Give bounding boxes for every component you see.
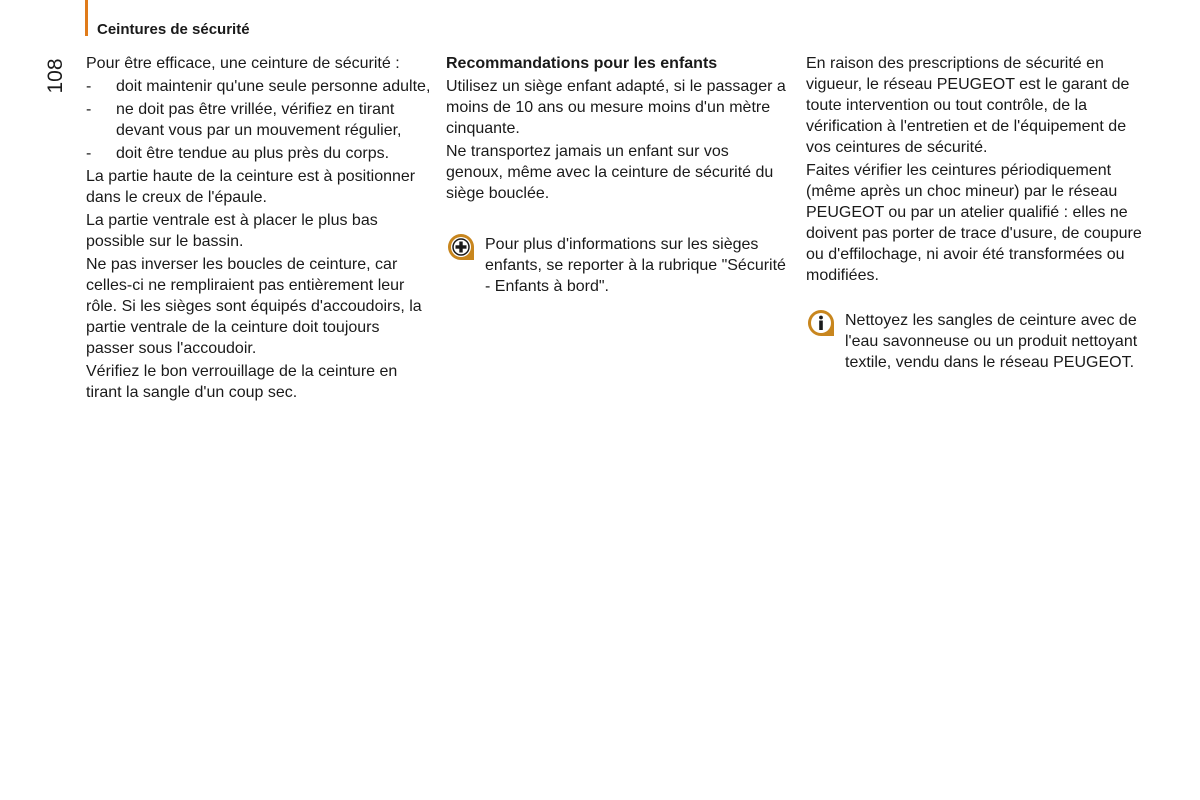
section-title: Ceintures de sécurité xyxy=(97,21,250,38)
list-item xyxy=(86,99,431,141)
column-3 xyxy=(806,53,1151,373)
paragraph: Vérifiez le bon verrouillage de la ceinture en tirant la sangle d'un coup sec. xyxy=(86,363,398,401)
column-2 xyxy=(446,53,786,297)
list-item-text: ne doit pas être vrillée, vérifiez en tirant devant vous par un mouvement régulier, xyxy=(116,101,402,139)
list-item xyxy=(86,143,431,164)
intro-text: Pour être efficace, une ceinture de sécurité : xyxy=(86,55,400,72)
paragraph: Ne transportez jamais un enfant sur vos genoux, même avec la ceinture de sécurité du siège bouclée. xyxy=(446,143,774,202)
paragraph: Faites vérifier les ceintures périodiquement (même après un choc mineur) par le réseau PEUGEOT ou par un atelier qualifié : elles ne doivent pas porter de trace d'usure, de coupure ou d'effilochage, ni avoir été transformées ou modifiées. xyxy=(806,162,1142,284)
paragraph: Utilisez un siège enfant adapté, si le passager a moins de 10 ans ou mesure moins d'un mètre cinquante. xyxy=(446,78,786,137)
children-subheading: Recommandations pour les enfants xyxy=(446,55,718,72)
paragraph: La partie haute de la ceinture est à positionner dans le creux de l'épaule. xyxy=(86,168,416,206)
column-1 xyxy=(86,53,431,405)
list-item-text: doit être tendue au plus près du corps. xyxy=(116,145,390,162)
plus-info-icon xyxy=(446,232,476,262)
section-accent-bar xyxy=(85,0,88,36)
information-icon xyxy=(806,308,836,338)
note-text: Nettoyez les sangles de ceinture avec de l'eau savonneuse ou un produit nettoyant textile, vendu dans le réseau PEUGEOT. xyxy=(845,312,1138,371)
dash-bullet: - xyxy=(86,101,92,118)
dash-bullet: - xyxy=(86,145,92,162)
page-number: 108 xyxy=(44,58,67,94)
information-note xyxy=(806,310,1151,373)
paragraph: En raison des prescriptions de sécurité en vigueur, le réseau PEUGEOT est le garant de toute intervention ou tout contrôle, de la vérification à l'entretien et de l'équipement de vos ceintures de sécurité. xyxy=(806,55,1130,156)
requirements-list xyxy=(86,76,431,164)
dash-bullet: - xyxy=(86,78,92,95)
list-item-text: doit maintenir qu'une seule personne adulte, xyxy=(116,78,431,95)
plus-info-note xyxy=(446,234,786,297)
list-item xyxy=(86,76,431,97)
note-text: Pour plus d'informations sur les sièges enfants, se reporter à la rubrique "Sécurité - Enfants à bord". xyxy=(485,236,786,295)
paragraph: La partie ventrale est à placer le plus bas possible sur le bassin. xyxy=(86,212,378,250)
paragraph: Ne pas inverser les boucles de ceinture, car celles-ci ne rempliraient pas entièrement leur rôle. Si les sièges sont équipés d'accoudoirs, la partie ventrale de la ceinture doit toujours passer sous l'accoudoir. xyxy=(86,256,422,357)
